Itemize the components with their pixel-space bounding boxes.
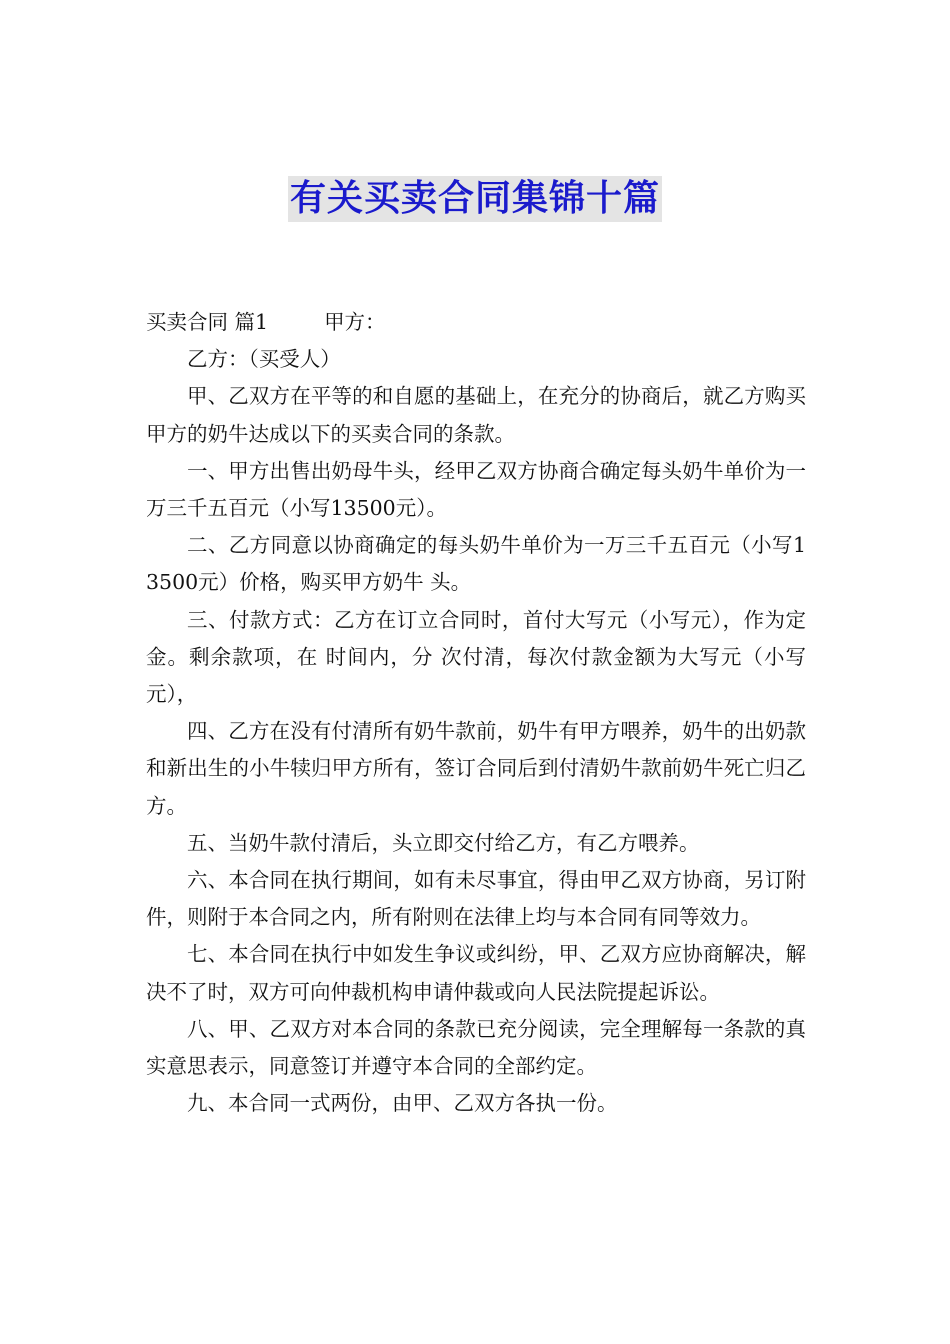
clause-6: 六、本合同在执行期间，如有未尽事宜，得由甲乙双方协商，另订附件，则附于本合同之内，所有附则在法律上均与本合同有同等效力。 — [146, 868, 806, 930]
title-container — [0, 176, 950, 222]
party-b-paragraph: 乙方：（买受人） — [187, 347, 341, 372]
clause-5: 五、当奶牛款付清后，头立即交付给乙方，有乙方喂养。 — [187, 830, 700, 855]
preamble-paragraph: 甲、乙双方在平等的和自愿的基础上，在充分的协商后，就乙方购买甲方的奶牛达成以下的买卖合同的条款。 — [146, 384, 806, 446]
document-body — [146, 304, 806, 1122]
clause-3: 三、付款方式：乙方在订立合同时，首付大写元（小写元），作为定金。剩余款项，在 时间内，分 次付清，每次付款金额为大写元（小写 元）， — [146, 607, 806, 707]
section-heading-line — [146, 304, 806, 341]
clause-8: 八、甲、乙双方对本合同的条款已充分阅读，完全理解每一条款的真实意思表示，同意签订并遵守本合同的全部约定。 — [146, 1016, 806, 1079]
clause-1: 一、甲方出售出奶母牛头，经甲乙双方协商合确定每头奶牛单价为一万三千五百元（小写13500元）。 — [146, 458, 806, 521]
section-heading: 买卖合同 篇1 — [146, 310, 269, 334]
party-a-label: 甲方： — [324, 310, 386, 334]
clause-4: 四、乙方在没有付清所有奶牛款前，奶牛有甲方喂养，奶牛的出奶款和新出生的小牛犊归甲方所有，签订合同后到付清奶牛款前奶牛死亡归乙方。 — [146, 719, 806, 818]
clause-9: 九、本合同一式两份，由甲、乙双方各执一份。 — [187, 1091, 618, 1116]
document-title: 有关买卖合同集锦十篇 — [288, 176, 662, 222]
clause-2: 二、乙方同意以协商确定的每头奶牛单价为一万三千五百元（小写13500元）价格，购买甲方奶牛 头。 — [146, 533, 806, 595]
clause-7: 七、本合同在执行中如发生争议或纠纷，甲、乙双方应协商解决，解决不了时，双方可向仲裁机构申请仲裁或向人民法院提起诉讼。 — [146, 942, 806, 1004]
